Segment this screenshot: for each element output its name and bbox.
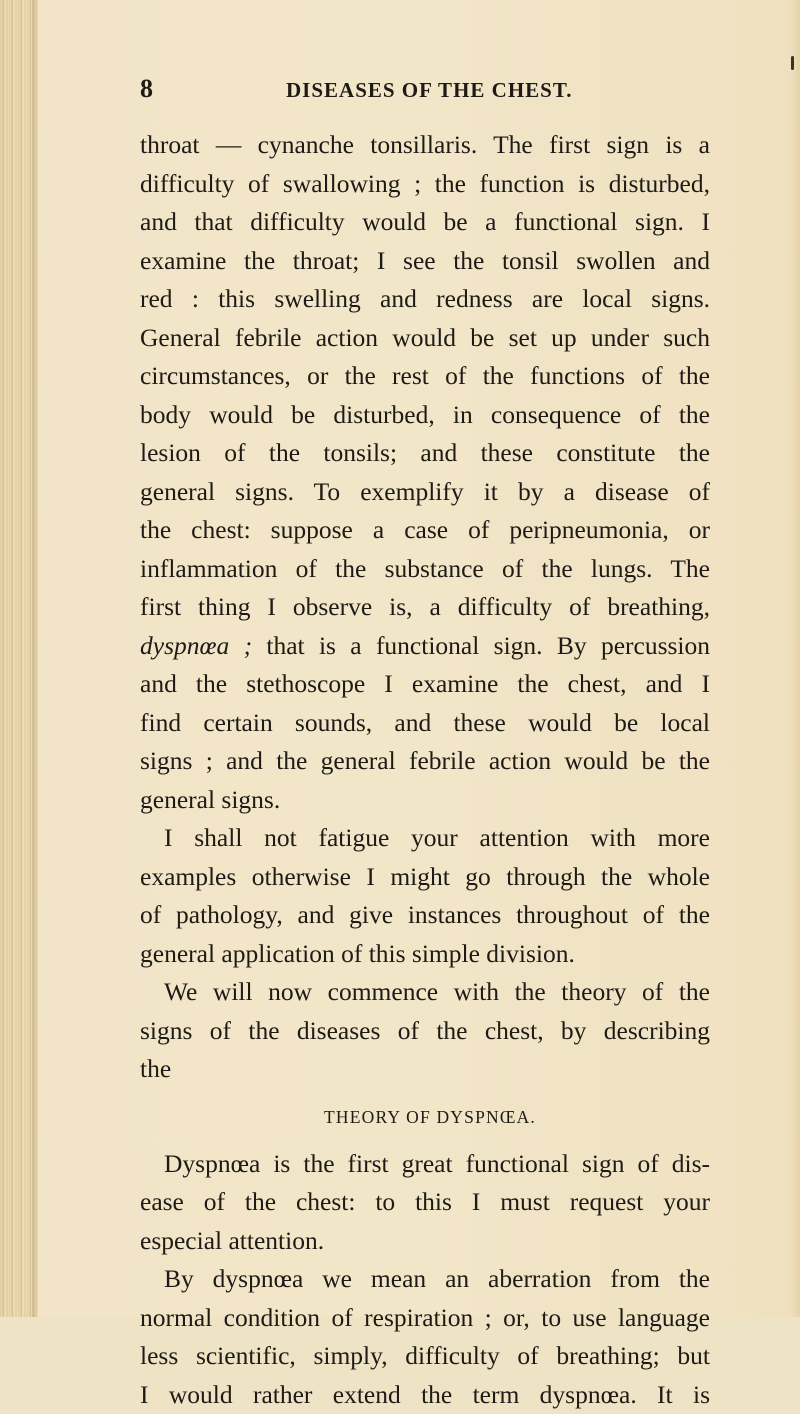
text-line: General febrile action would be set up under such	[140, 319, 710, 358]
text-line: signs ; and the general febrile action would be the	[140, 742, 710, 781]
text-line: the	[140, 1050, 710, 1089]
running-head: DISEASES OF THE CHEST.	[286, 78, 573, 103]
text-line: body would be disturbed, in consequence of the	[140, 396, 710, 435]
text-line-rest: that is a functional sign. By percussion	[266, 631, 710, 660]
text-line: ease of the chest: to this I must request your	[140, 1183, 710, 1222]
text-line: Dyspnœa is the first great functional sign of dis-	[140, 1145, 710, 1184]
text-line: less scientific, simply, difficulty of breathing; but	[140, 1337, 710, 1376]
text-line: red : this swelling and redness are local signs.	[140, 280, 710, 319]
text-line: the chest: suppose a case of peripneumonia, or	[140, 511, 710, 550]
text-line: By dyspnœa we mean an aberration from the	[140, 1260, 710, 1299]
text-line: find certain sounds, and these would be local	[140, 704, 710, 743]
page-binding-edge	[0, 0, 38, 1317]
text-line: normal condition of respiration ; or, to use language	[140, 1299, 710, 1338]
text-line: circumstances, or the rest of the functions of the	[140, 357, 710, 396]
text-line-with-italic	[140, 627, 710, 666]
text-line: general signs.	[140, 781, 710, 820]
section-heading: THEORY OF DYSPNŒA.	[140, 1089, 710, 1145]
italic-term: dyspnœa ;	[140, 631, 252, 660]
page-number: 8	[140, 74, 153, 104]
text-line: throat — cynanche tonsillaris. The first sign is a	[140, 126, 710, 165]
text-line: inflammation of the substance of the lungs. The	[140, 550, 710, 589]
text-line: general application of this simple division.	[140, 935, 710, 974]
text-line: We will now commence with the theory of the	[140, 973, 710, 1012]
text-line: of pathology, and give instances throughout of the	[140, 896, 710, 935]
text-line: lesion of the tonsils; and these constitute the	[140, 434, 710, 473]
text-line: especial attention.	[140, 1222, 710, 1261]
text-line: and the stethoscope I examine the chest, and I	[140, 665, 710, 704]
text-line: general signs. To exemplify it by a disease of	[140, 473, 710, 512]
text-line: I would rather extend the term dyspnœa. It is	[140, 1376, 710, 1414]
text-line: I shall not fatigue your attention with more	[140, 819, 710, 858]
text-line: difficulty of swallowing ; the function is disturbed,	[140, 165, 710, 204]
text-line: examples otherwise I might go through the whole	[140, 858, 710, 897]
text-line: examine the throat; I see the tonsil swollen and	[140, 242, 710, 281]
text-line: and that difficulty would be a functional sign. I	[140, 203, 710, 242]
page-header	[140, 74, 720, 110]
margin-mark	[791, 56, 794, 70]
text-line: signs of the diseases of the chest, by describing	[140, 1012, 710, 1051]
text-line: first thing I observe is, a difficulty of breathing,	[140, 588, 710, 627]
body-text	[140, 126, 710, 1414]
